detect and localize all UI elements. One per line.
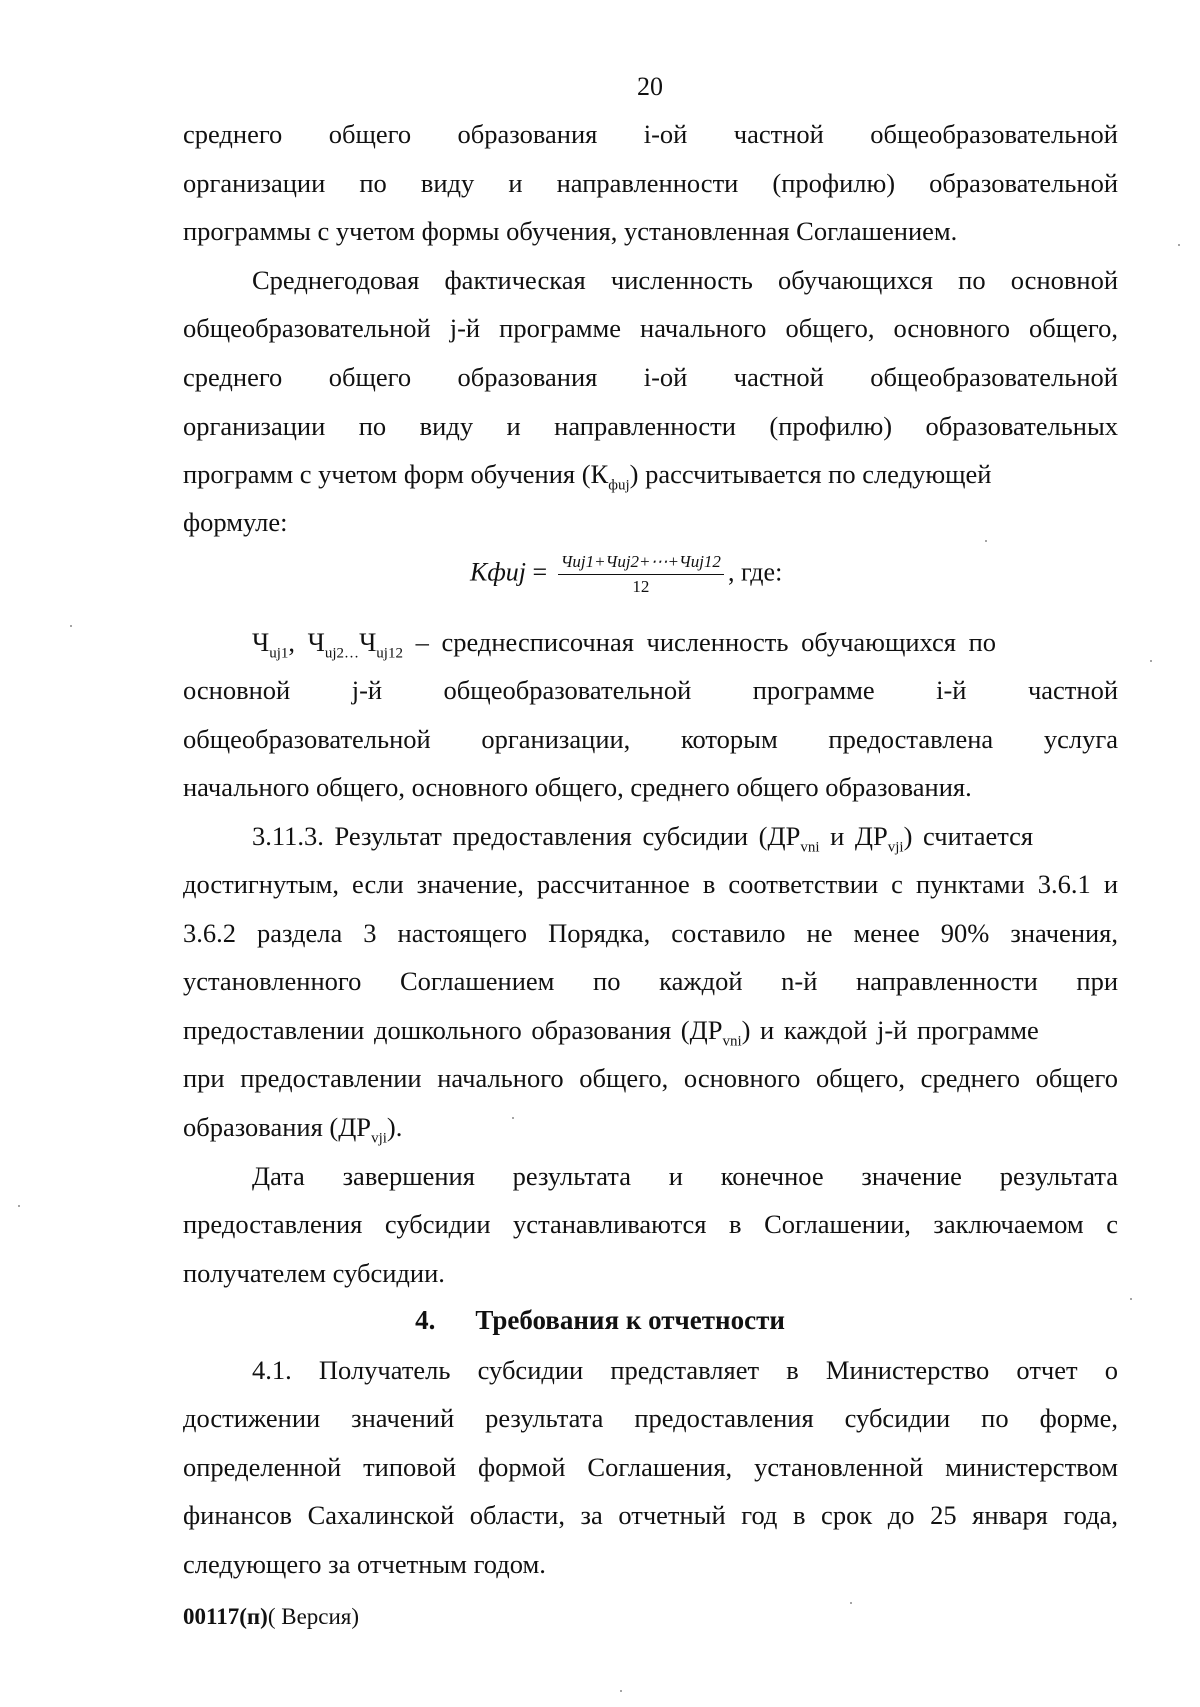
text-line: основной j-й общеобразовательной программе i-й частной	[183, 675, 1118, 705]
text-line: достигнутым, если значение, рассчитанное в соответствии с пунктами 3.6.1 и	[183, 869, 1118, 899]
text-span: 3.11.3. Результат предоставления субсидии (ДР	[252, 821, 801, 851]
scan-speck	[1150, 660, 1152, 662]
scan-speck	[1178, 244, 1180, 246]
page-number: 20	[637, 72, 663, 101]
text-line: финансов Сахалинской области, за отчетный год в срок до 25 января года,	[183, 1500, 1118, 1530]
subscript: vji	[371, 1130, 387, 1147]
formula-equals: =	[532, 557, 548, 587]
section-title: Требования к отчетности	[475, 1305, 785, 1335]
section-heading	[0, 1305, 1200, 1336]
subscript: vni	[722, 1033, 742, 1050]
text-line: общеобразовательной j-й программе начального общего, основного общего,	[183, 313, 1118, 343]
formula	[470, 552, 782, 597]
text-line: Среднегодовая фактическая численность обучающихся по основной	[252, 265, 1118, 295]
subscript: uj1	[269, 645, 289, 662]
text-line: организации по виду и направленности (профилю) образовательных	[183, 411, 1118, 441]
scan-speck	[850, 1602, 852, 1604]
text-line	[183, 1014, 1118, 1057]
scan-speck	[985, 540, 987, 542]
text-line: определенной типовой формой Соглашения, установленной министерством	[183, 1452, 1118, 1482]
text-line: установленного Соглашением по каждой n-й направленности при	[183, 966, 1118, 996]
text-line: 4.1. Получатель субсидии представляет в Министерство отчет о	[252, 1355, 1118, 1385]
text-line: формуле:	[183, 507, 288, 537]
text-span: и ДР	[819, 821, 888, 851]
text-line: при предоставлении начального общего, основного общего, среднего общего	[183, 1063, 1118, 1093]
formula-fraction	[558, 552, 724, 597]
text-line: среднего общего образования i-ой частной общеобразовательной	[183, 119, 1118, 149]
document-footer	[183, 1604, 359, 1630]
text-line: предоставления субсидии устанавливаются в Соглашении, заключаемом с	[183, 1209, 1118, 1239]
text-span: ) рассчитывается по следующей	[629, 459, 992, 489]
scan-speck	[620, 1690, 622, 1692]
formula-denominator: 12	[632, 577, 650, 596]
document-version: ( Версия)	[267, 1604, 360, 1629]
scan-speck	[70, 625, 72, 627]
text-span: Ч	[359, 627, 377, 657]
text-line: получателем субсидии.	[183, 1258, 445, 1288]
text-line: общеобразовательной организации, которым предоставлена услуга	[183, 724, 1118, 754]
text-line: следующего за отчетным годом.	[183, 1549, 546, 1579]
document-code: 00117(п)	[183, 1604, 268, 1629]
formula-numerator: Чuj1+Чuj2+⋯+Чuj12	[558, 552, 724, 575]
text-line	[252, 626, 1118, 669]
subscript: uj2…	[324, 645, 360, 662]
text-span: , Ч	[288, 627, 325, 657]
subscript: vji	[887, 839, 904, 856]
text-span: ).	[386, 1112, 403, 1142]
text-span: ) считается	[903, 821, 1034, 851]
subscript: vni	[800, 839, 820, 856]
text-line: программы с учетом формы обучения, установленная Соглашением.	[183, 216, 958, 246]
text-line: начального общего, основного общего, среднего общего образования.	[183, 772, 972, 802]
section-number: 4.	[415, 1305, 436, 1335]
formula-suffix: , где:	[727, 557, 783, 587]
text-line: достижении значений результата предоставления субсидии по форме,	[183, 1403, 1118, 1433]
subscript: фuj	[608, 477, 630, 494]
scan-speck	[18, 1205, 20, 1207]
text-line: Дата завершения результата и конечное значение результата	[252, 1161, 1118, 1191]
scan-speck	[1130, 1298, 1132, 1300]
text-line	[252, 820, 1118, 863]
text-span: Ч	[252, 627, 270, 657]
text-span: предоставлении дошкольного образования (ДР	[183, 1015, 723, 1045]
scan-speck	[512, 1117, 514, 1119]
text-span: образования (ДР	[183, 1112, 372, 1142]
text-line: организации по виду и направленности (профилю) образовательной	[183, 168, 1118, 198]
text-span: ) и каждой j-й программе	[741, 1015, 1039, 1045]
text-line: среднего общего образования i-ой частной общеобразовательной	[183, 362, 1118, 392]
text-span: – среднесписочная численность обучающихся по	[402, 627, 997, 657]
text-line	[183, 1111, 1118, 1154]
text-line: 3.6.2 раздела 3 настоящего Порядка, составило не менее 90% значения,	[183, 918, 1118, 948]
text-span: программ с учетом форм обучения (К	[183, 459, 609, 489]
text-line	[183, 458, 1118, 501]
formula-lhs: Kфuj	[470, 557, 527, 587]
subscript: uj12	[376, 645, 403, 662]
